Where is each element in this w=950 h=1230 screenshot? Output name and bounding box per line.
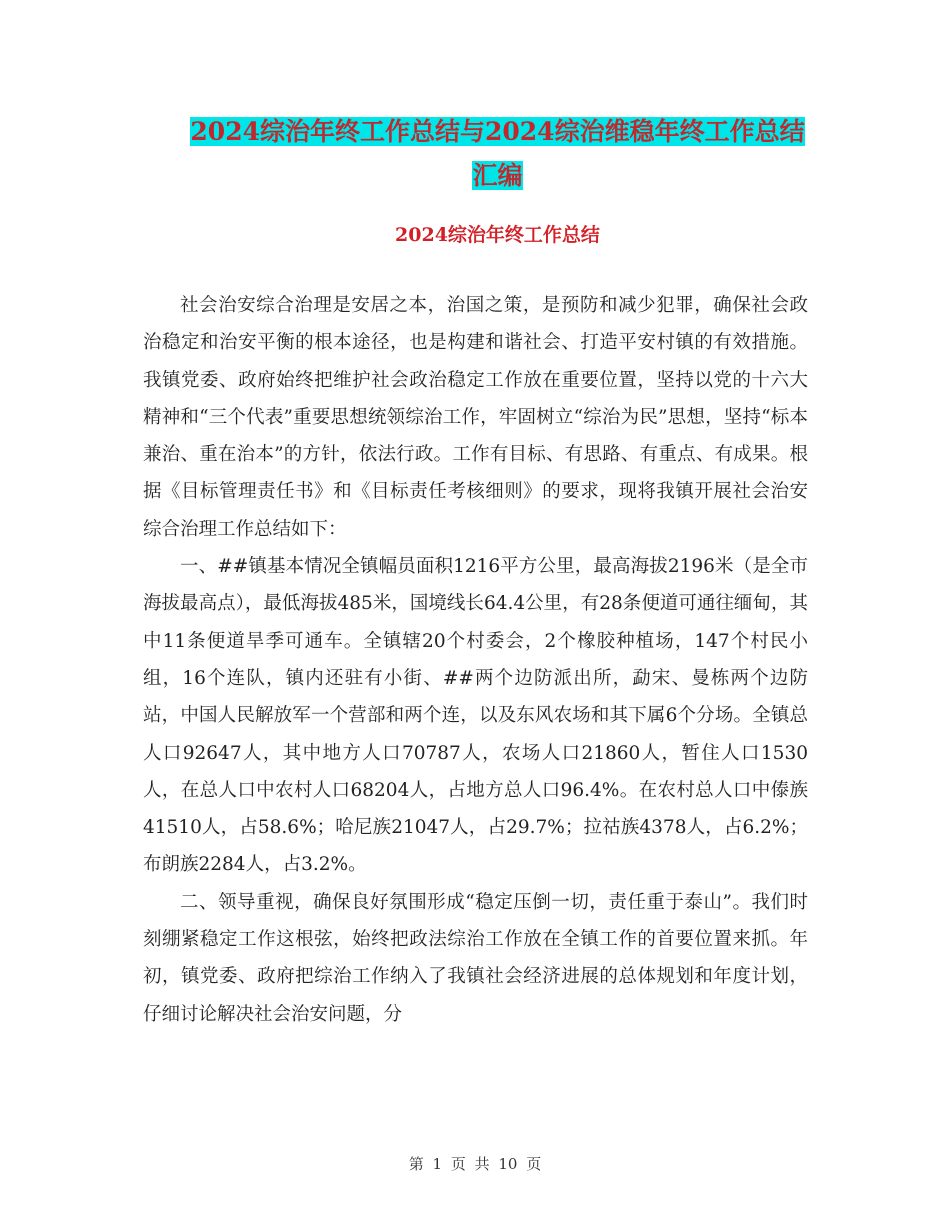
title-line-2: 汇编 xyxy=(472,161,523,190)
paragraph: 一、##镇基本情况全镇幅员面积1216平方公里，最高海拔2196米（是全市海拔最高点），最低海拔485米，国境线长64.4公里，有28条便道可通往缅甸，其中11条便道旱季可通车。全镇辖20个村委会，2个橡胶种植场，147个村民小组，16个连队，镇内还驻有小街、##两个边防派出所，勐宋、曼栋两个边防站，中国人民解放军一个营部和两个连，以及东风农场和其下属6个分场。全镇总人口92647人，其中地方人口70787人，农场人口21860人，暂住人口1530人，在总人口中农村人口68204人，占地方总人口96.4%。在农村总人口中傣族41510人，占58.6%；哈尼族21047人，占29.7%；拉祜族4378人，占6.2%；布朗族2284人，占3.2%。 xyxy=(143,556,808,876)
paragraph: 二、领导重视，确保良好氛围形成“稳定压倒一切，责任重于泰山”。我们时刻绷紧稳定工作这根弦，始终把政法综治工作放在全镇工作的首要位置来抓。年初，镇党委、政府把综治工作纳入了我镇社会经济进展的总体规划和年度计划，仔细讨论解决社会治安问题，分 xyxy=(143,891,808,1025)
body-text xyxy=(143,287,808,1033)
section-title: 2024综治年终工作总结 xyxy=(395,224,600,246)
page-footer: 第 1 页 共 10 页 xyxy=(408,1155,542,1173)
document-title xyxy=(140,110,855,198)
title-line-1: 2024综治年终工作总结与2024综治维稳年终工作总结 xyxy=(190,117,805,146)
paragraph: 社会治安综合治理是安居之本，治国之策，是预防和减少犯罪，确保社会政治稳定和治安平衡的根本途径，也是构建和谐社会、打造平安村镇的有效措施。我镇党委、政府始终把维护社会政治稳定工作放在重要位置，坚持以党的十六大精神和“三个代表”重要思想统领综治工作，牢固树立“综治为民”思想，坚持“标本兼治、重在治本”的方针，依法行政。工作有目标、有思路、有重点、有成果。根据《目标管理责任书》和《目标责任考核细则》的要求，现将我镇开展社会治安综合治理工作总结如下： xyxy=(143,295,808,540)
